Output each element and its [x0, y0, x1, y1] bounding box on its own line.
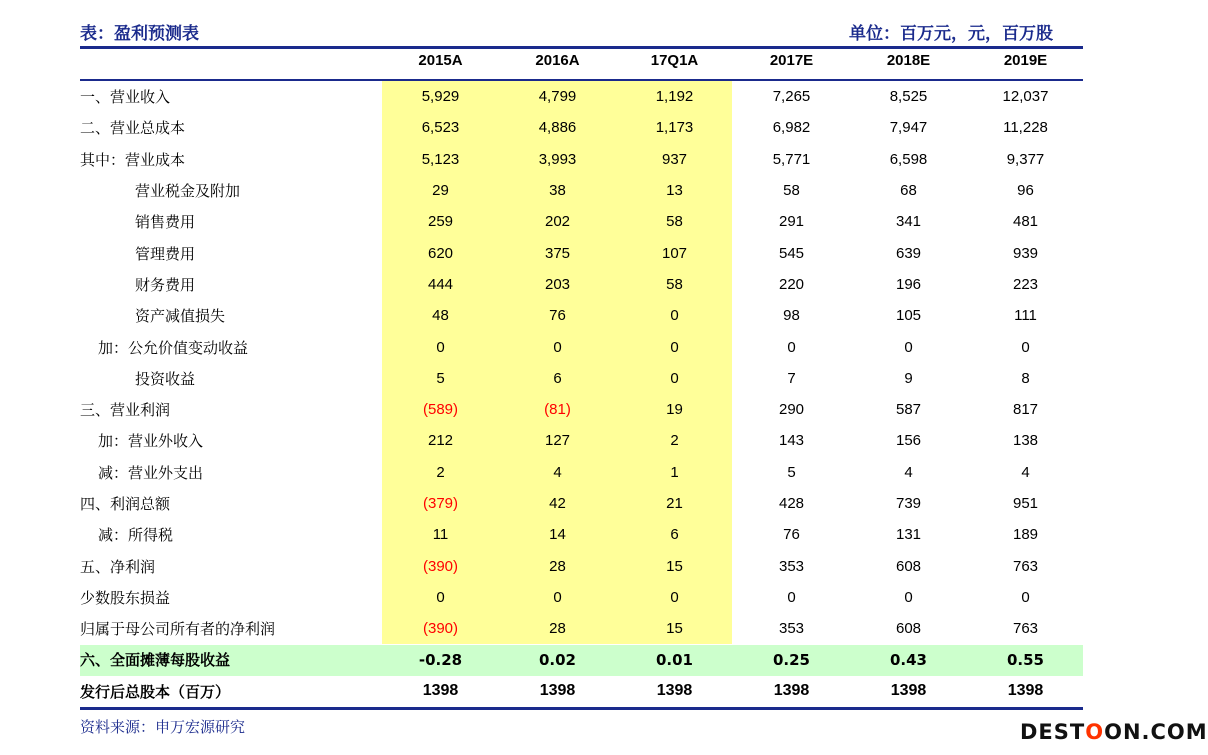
- value-cell: 0.55: [1006, 650, 1044, 669]
- value-cell: 8: [1021, 369, 1030, 387]
- value-cell: 9: [904, 369, 913, 387]
- value-cell: 189: [1012, 526, 1039, 544]
- value-cell: 4,886: [538, 119, 577, 137]
- value-cell: 6,523: [421, 119, 460, 137]
- value-cell: 29: [432, 182, 449, 200]
- table-row: [80, 644, 1084, 675]
- value-cell: 223: [1012, 275, 1039, 293]
- unit-label: 单位：百万元，元，百万股: [849, 24, 1053, 44]
- value-cell: 0: [670, 307, 679, 325]
- value-cell: 5: [787, 463, 796, 481]
- value-cell: 8,525: [889, 88, 928, 106]
- value-cell: 375: [544, 244, 571, 262]
- value-cell: 5,123: [421, 150, 460, 168]
- table-row: [80, 237, 1084, 268]
- value-cell: 202: [544, 213, 571, 231]
- row-label: 减：所得税: [98, 526, 174, 545]
- top-rule: [80, 46, 1083, 49]
- value-cell: 5,929: [421, 88, 460, 106]
- value-cell: 58: [783, 182, 800, 200]
- value-cell: (589): [422, 401, 459, 419]
- value-cell: 76: [549, 307, 566, 325]
- value-cell: 951: [1012, 495, 1039, 512]
- value-cell: 2: [670, 432, 679, 450]
- row-label: 一、营业收入: [80, 88, 171, 107]
- value-cell: -0.28: [418, 650, 463, 669]
- column-header: 2016A: [535, 52, 580, 69]
- value-cell: 0: [670, 369, 679, 387]
- row-label: 加：公允价值变动收益: [98, 338, 249, 357]
- row-label: 二、营业总成本: [80, 119, 186, 138]
- row-label: 加：营业外收入: [98, 432, 204, 451]
- value-cell: 127: [544, 432, 571, 450]
- value-cell: 0: [553, 338, 562, 356]
- value-cell: 58: [666, 275, 683, 293]
- value-cell: 0.43: [889, 650, 927, 669]
- value-cell: 1398: [539, 682, 576, 700]
- value-cell: 608: [895, 557, 922, 575]
- value-cell: 739: [895, 495, 922, 512]
- row-label: 管理费用: [135, 244, 196, 263]
- table-row: [80, 550, 1084, 581]
- value-cell: (390): [422, 557, 459, 575]
- value-cell: 15: [666, 557, 683, 575]
- title-bar: [80, 15, 1083, 45]
- table-row: [80, 363, 1084, 394]
- value-cell: 12,037: [1002, 88, 1049, 106]
- value-cell: 3,993: [538, 150, 577, 168]
- profit-forecast-table: [80, 81, 1084, 707]
- value-cell: 4: [904, 463, 913, 481]
- value-cell: 58: [666, 213, 683, 231]
- value-cell: 6: [670, 526, 679, 544]
- value-cell: 28: [549, 557, 566, 575]
- row-label: 其中：营业成本: [80, 150, 186, 169]
- value-cell: 13: [666, 182, 683, 200]
- value-cell: 620: [427, 244, 454, 262]
- value-cell: 5: [436, 369, 445, 387]
- value-cell: 1398: [1007, 682, 1044, 700]
- value-cell: (379): [422, 495, 459, 512]
- value-cell: 0: [670, 588, 679, 606]
- bottom-rule: [80, 707, 1083, 710]
- value-cell: 156: [895, 432, 922, 450]
- value-cell: 7,265: [772, 88, 811, 106]
- column-header: 2017E: [769, 52, 814, 69]
- value-cell: 203: [544, 275, 571, 293]
- value-cell: 0: [1021, 588, 1030, 606]
- value-cell: 4,799: [538, 88, 577, 106]
- value-cell: 7,947: [889, 119, 928, 137]
- table-title: 表：盈利预测表: [80, 24, 199, 44]
- value-cell: 1398: [422, 682, 459, 700]
- row-label: 销售费用: [135, 213, 196, 232]
- row-label: 投资收益: [135, 369, 196, 388]
- value-cell: 545: [778, 244, 805, 262]
- row-label: 财务费用: [135, 275, 196, 294]
- value-cell: 105: [895, 307, 922, 325]
- column-header: 2015A: [418, 52, 463, 69]
- value-cell: 1,192: [655, 88, 694, 106]
- value-cell: 259: [427, 213, 454, 231]
- value-cell: 21: [666, 495, 683, 512]
- value-cell: 0: [904, 588, 913, 606]
- row-label: 归属于母公司所有者的净利润: [80, 620, 276, 639]
- value-cell: 608: [895, 620, 922, 638]
- value-cell: 4: [553, 463, 562, 481]
- value-cell: 763: [1012, 557, 1039, 575]
- table-row: [80, 81, 1084, 112]
- value-cell: 14: [549, 526, 566, 544]
- value-cell: 939: [1012, 244, 1039, 262]
- value-cell: 0: [787, 338, 796, 356]
- value-cell: 0: [436, 588, 445, 606]
- value-cell: 1398: [890, 682, 927, 700]
- column-header: 2019E: [1003, 52, 1048, 69]
- value-cell: 212: [427, 432, 454, 450]
- value-cell: 428: [778, 495, 805, 512]
- value-cell: 0.01: [655, 650, 693, 669]
- value-cell: 291: [778, 213, 805, 231]
- value-cell: 76: [783, 526, 800, 544]
- value-cell: 98: [783, 307, 800, 325]
- value-cell: 1,173: [655, 119, 694, 137]
- value-cell: 11: [432, 526, 449, 544]
- row-label: 三、营业利润: [80, 401, 171, 420]
- table-row: [80, 582, 1084, 613]
- value-cell: 9,377: [1006, 150, 1045, 168]
- value-cell: 4: [1021, 463, 1030, 481]
- value-cell: 341: [895, 213, 922, 231]
- table-row: [80, 457, 1084, 488]
- value-cell: 353: [778, 620, 805, 638]
- value-cell: 96: [1017, 182, 1034, 200]
- table-row: [80, 331, 1084, 362]
- value-cell: 7: [787, 369, 796, 387]
- value-cell: 42: [549, 495, 566, 512]
- value-cell: 639: [895, 244, 922, 262]
- value-cell: 0.02: [538, 650, 576, 669]
- table-row: [80, 112, 1084, 143]
- table-row: [80, 300, 1084, 331]
- value-cell: 38: [549, 182, 566, 200]
- value-cell: 48: [432, 307, 449, 325]
- value-cell: 0: [553, 588, 562, 606]
- value-cell: 937: [661, 150, 688, 168]
- table-row: [80, 613, 1084, 644]
- value-cell: 28: [549, 620, 566, 638]
- table-row: [80, 144, 1084, 175]
- value-cell: 5,771: [772, 150, 811, 168]
- value-cell: (390): [422, 620, 459, 638]
- value-cell: 6,598: [889, 150, 928, 168]
- value-cell: 290: [778, 401, 805, 419]
- table-row: [80, 676, 1084, 707]
- table-row: [80, 175, 1084, 206]
- value-cell: 1: [670, 463, 679, 481]
- watermark-logo: DESTOON.COM: [1020, 720, 1208, 744]
- table-row: [80, 206, 1084, 237]
- value-cell: 353: [778, 557, 805, 575]
- value-cell: 15: [666, 620, 683, 638]
- value-cell: 763: [1012, 620, 1039, 638]
- value-cell: 0: [436, 338, 445, 356]
- table-row: [80, 269, 1084, 300]
- value-cell: 196: [895, 275, 922, 293]
- value-cell: 1398: [773, 682, 810, 700]
- value-cell: 19: [666, 401, 683, 419]
- value-cell: 0: [787, 588, 796, 606]
- table-row: [80, 394, 1084, 425]
- value-cell: 68: [900, 182, 917, 200]
- value-cell: 817: [1012, 401, 1039, 419]
- column-header: 17Q1A: [650, 52, 699, 69]
- row-label: 六、全面摊薄每股收益: [80, 651, 231, 670]
- value-cell: 0: [670, 338, 679, 356]
- row-label: 四、利润总额: [80, 495, 171, 513]
- value-cell: 6: [553, 369, 562, 387]
- table-row: [80, 425, 1084, 456]
- column-header: 2018E: [886, 52, 931, 69]
- table-row: [80, 488, 1084, 519]
- value-cell: 1398: [656, 682, 693, 700]
- value-cell: 6,982: [772, 119, 811, 137]
- value-cell: 444: [427, 275, 454, 293]
- value-cell: 143: [778, 432, 805, 450]
- row-label: 发行后总股本（百万）: [80, 682, 231, 701]
- value-cell: 11,228: [1003, 119, 1048, 137]
- value-cell: 131: [895, 526, 922, 544]
- value-cell: 587: [895, 401, 922, 419]
- row-label: 资产减值损失: [135, 307, 226, 326]
- table-row: [80, 519, 1084, 550]
- value-cell: 2: [436, 463, 445, 481]
- value-cell: 481: [1012, 213, 1039, 231]
- value-cell: 0: [904, 338, 913, 356]
- value-cell: (81): [544, 401, 571, 419]
- value-cell: 138: [1012, 432, 1039, 450]
- value-cell: 107: [661, 244, 688, 262]
- value-cell: 111: [1014, 307, 1037, 325]
- row-label: 五、净利润: [80, 557, 156, 576]
- value-cell: 0.25: [772, 650, 810, 669]
- row-label: 营业税金及附加: [135, 182, 241, 201]
- row-label: 减：营业外支出: [98, 463, 204, 482]
- source-note: 资料来源：申万宏源研究: [80, 718, 246, 736]
- value-cell: 0: [1021, 338, 1030, 356]
- row-label: 少数股东损益: [80, 588, 171, 607]
- value-cell: 220: [778, 275, 805, 293]
